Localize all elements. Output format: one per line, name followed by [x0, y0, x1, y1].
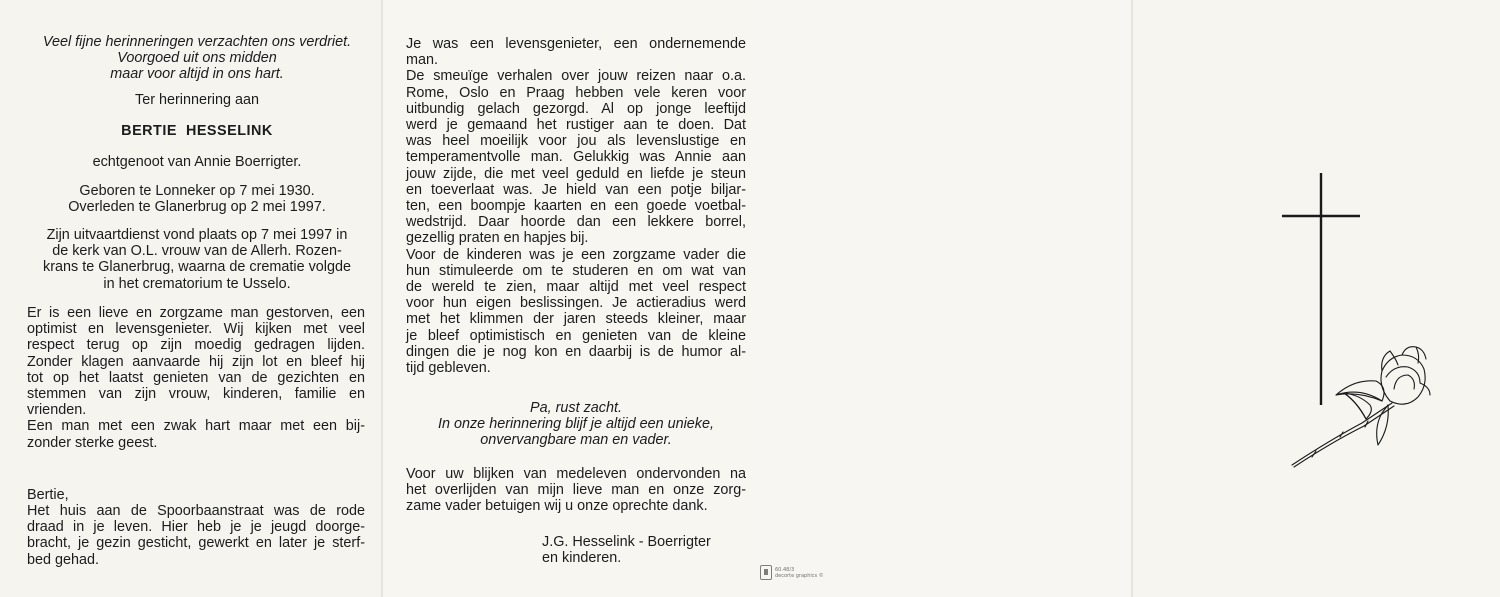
farewell-line: Pa, rust zacht.	[530, 400, 622, 416]
fold-line	[381, 0, 383, 597]
funeral-line: Zijn uitvaartdienst vond plaats op 7 mei 1997 in	[46, 227, 348, 243]
story-line: was heel moeilijk voor jou als levenslustige en	[406, 133, 746, 150]
letter-line: bracht, je gezin gesticht, gewerkt en later je sterf-	[27, 535, 365, 552]
letter-salutation: Bertie,	[27, 487, 69, 503]
thanks-line: zame vader betuigen wij u onze oprechte dank.	[406, 498, 708, 515]
letter-line: Het huis aan de Spoorbaanstraat was de rode	[27, 503, 365, 519]
tribute-text	[27, 305, 365, 451]
farewell-line: onvervangbare man en vader.	[480, 432, 672, 449]
death-line: Overleden te Glanerbrug op 2 mei 1997.	[68, 199, 326, 216]
tribute-line: tot op het laatst genieten van de gezichten en	[27, 369, 365, 386]
tribute-line: Er is een lieve en zorgzame man gestorven, een	[27, 305, 365, 321]
story-line: Je was een levensgenieter, een ondernemende	[406, 36, 746, 52]
spouse-line: echtgenoot van Annie Boerrigter.	[92, 154, 302, 170]
story-line: Voor de kinderen was je een zorgzame vader die	[406, 246, 746, 263]
printer-mark-text	[775, 567, 824, 579]
deceased-name: BERTIE HESSELINK	[121, 123, 273, 139]
story-line: werd je gemaand het rustiger aan te doen. Dat	[406, 117, 746, 134]
story-line: en toeverlaat was. Je hield van een potje biljar-	[406, 181, 746, 198]
thanks-line: Voor uw blijken van medeleven ondervonden na	[406, 466, 746, 482]
thanks-text	[406, 466, 746, 515]
tribute-line: vrienden.	[27, 402, 87, 419]
panel-blank	[752, 0, 1132, 597]
story-text	[406, 36, 746, 376]
story-line: De smeuïge verhalen over jouw reizen naar o.a.	[406, 68, 746, 85]
in-memory-heading: Ter herinnering aan	[135, 92, 259, 108]
letter-line: bed gehad.	[27, 551, 100, 568]
cross-with-rose	[1270, 165, 1440, 475]
letter-text	[27, 503, 365, 568]
tribute-line: respect terug op zijn moedig gedragen lijden.	[27, 337, 365, 354]
printer-logo-icon	[760, 565, 772, 580]
story-line: uitbundig gelach gezorgd. Al op jonge leeftijd	[406, 100, 746, 117]
story-line: de wereld te zien, maar altijd met veel respect	[406, 279, 746, 296]
story-line: temperamentvolle man. Gelukkig was Annie aan	[406, 149, 746, 166]
poem-line: Voorgoed uit ons midden	[117, 50, 277, 67]
rose-icon	[1292, 347, 1430, 467]
poem	[20, 34, 374, 83]
funeral-line: krans te Glanerbrug, waarna de crematie volgde	[43, 259, 351, 276]
funeral-line: de kerk van O.L. vrouw van de Allerh. Rozen-	[52, 243, 342, 260]
tribute-line: Zonder klagen aanvaarde hij zijn lot en bleef hij	[27, 353, 365, 370]
signature	[542, 534, 752, 566]
story-line: tijd gebleven.	[406, 360, 491, 377]
tribute-line: Een man met een zwak hart maar met een bij-	[27, 418, 365, 435]
story-line: je bleef optimistisch en genieten van de kleine	[406, 327, 746, 344]
story-line: wedstrijd. Daar hoorde dan een lekkere borrel,	[406, 214, 746, 231]
printer-name: decorte graphics ©	[775, 572, 824, 579]
funeral-line: in het crematorium te Usselo.	[103, 275, 291, 292]
farewell-line: In onze herinnering blijf je altijd een unieke,	[437, 416, 714, 433]
cross-icon	[1282, 173, 1360, 405]
birth-line: Geboren te Lonneker op 7 mei 1930.	[79, 183, 315, 199]
life-dates	[20, 183, 374, 215]
tribute-line: zonder sterke geest.	[27, 434, 158, 451]
story-line: man.	[406, 52, 438, 69]
thanks-line: het overlijden van mijn lieve man en onze zorg-	[406, 482, 746, 499]
printer-code: 60.48/3	[775, 566, 795, 573]
tribute-line: stemmen van zijn vrouw, kinderen, familie en	[27, 386, 365, 403]
signature-line: J.G. Hesselink - Boerrigter	[542, 534, 711, 550]
printer-mark	[760, 565, 824, 580]
story-line: met het klimmen der jaren steeds kleiner, maar	[406, 311, 746, 328]
story-line: gezellig praten en hapjes bij.	[406, 230, 589, 247]
funeral-info	[20, 227, 374, 292]
story-line: ten, een boompje kaarten en een goede voetbal-	[406, 198, 746, 215]
fold-line	[1131, 0, 1133, 597]
story-line: dingen die je nog kon en daarbij is de humor al-	[406, 343, 746, 360]
story-line: jouw zijde, die met veel geduld en liefde je steun	[406, 165, 746, 182]
poem-line: Veel fijne herinneringen verzachten ons verdriet.	[42, 34, 352, 50]
letter-line: draad in je leven. Hier heb je je jeugd doorge-	[27, 519, 365, 536]
story-line: hun stimuleerde om te studeren en om wat van	[406, 262, 746, 279]
signature-line: en kinderen.	[542, 550, 622, 567]
poem-line: maar voor altijd in ons hart.	[110, 66, 284, 83]
story-line: voor hun eigen beslissingen. Je actieradius werd	[406, 295, 746, 312]
farewell	[400, 400, 752, 449]
story-line: Rome, Oslo en Praag hebben vele keren voor	[406, 84, 746, 101]
tribute-line: optimist en levensgenieter. Wij kijken met veel	[27, 321, 365, 338]
